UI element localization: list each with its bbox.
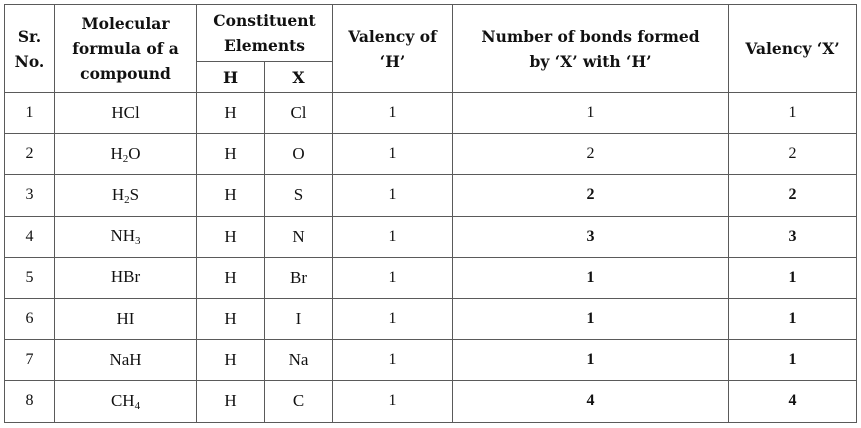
header-sub-h: H: [197, 62, 265, 93]
cell-valency-x: 1: [729, 298, 857, 339]
cell-molecular-formula: [55, 340, 197, 381]
cell-sr-no: 6: [5, 298, 55, 339]
header-valency-x: Valency ‘X’: [729, 5, 857, 93]
header-number-of-bonds: [453, 5, 729, 93]
header-valency-h-line1: Valency of: [348, 26, 437, 46]
cell-valency-h: 1: [333, 216, 453, 257]
header-sub-x: X: [265, 62, 333, 93]
formula-main: NaH: [109, 349, 142, 369]
cell-valency-h: 1: [333, 298, 453, 339]
cell-element-x: N: [265, 216, 333, 257]
cell-sr-no: 1: [5, 93, 55, 134]
cell-valency-x: 2: [729, 134, 857, 175]
header-constituent-line2: Elements: [224, 36, 305, 55]
cell-element-x: C: [265, 381, 333, 422]
formula-main: CH: [110, 390, 135, 410]
cell-element-h: H: [197, 298, 265, 339]
cell-valency-x: 4: [729, 381, 857, 422]
cell-element-h: H: [197, 134, 265, 175]
cell-molecular-formula: [55, 175, 197, 216]
cell-molecular-formula: [55, 216, 197, 257]
cell-valency-x: 1: [729, 93, 857, 134]
header-sr-line1: Sr.: [17, 26, 42, 46]
cell-valency-x: 1: [729, 340, 857, 381]
header-formula-line1: Molecular: [81, 14, 170, 33]
cell-valency-x: 2: [729, 175, 857, 216]
header-formula-line3: compound: [80, 64, 171, 83]
table-body: [5, 93, 857, 423]
cell-element-h: H: [197, 257, 265, 298]
cell-number-of-bonds: 3: [453, 216, 729, 257]
header-valency-h: [333, 5, 453, 93]
cell-valency-h: 1: [333, 381, 453, 422]
cell-sr-no: 8: [5, 381, 55, 422]
header-sr-no: [5, 5, 55, 93]
formula-subscript: 4: [134, 399, 141, 412]
cell-element-h: H: [197, 175, 265, 216]
cell-element-x: Br: [265, 257, 333, 298]
formula-subscript: 3: [135, 235, 141, 248]
table-row: [5, 340, 857, 381]
formula-main: NH: [110, 226, 136, 246]
header-row: [5, 5, 857, 62]
cell-molecular-formula: [55, 257, 197, 298]
cell-molecular-formula: [55, 298, 197, 339]
cell-element-x: Na: [265, 340, 333, 381]
cell-number-of-bonds: 1: [453, 340, 729, 381]
formula-main: H: [111, 184, 125, 204]
table-row: [5, 175, 857, 216]
cell-element-h: H: [197, 216, 265, 257]
cell-valency-h: 1: [333, 134, 453, 175]
cell-number-of-bonds: 2: [453, 134, 729, 175]
cell-molecular-formula: [55, 134, 197, 175]
cell-sr-no: 4: [5, 216, 55, 257]
header-constituent-elements: [197, 5, 333, 62]
cell-valency-h: 1: [333, 175, 453, 216]
cell-sr-no: 3: [5, 175, 55, 216]
cell-valency-h: 1: [333, 340, 453, 381]
cell-number-of-bonds: 4: [453, 381, 729, 422]
formula-subscript: 2: [122, 152, 129, 165]
cell-element-x: I: [265, 298, 333, 339]
header-formula-line2: formula of a: [72, 39, 179, 58]
header-constituent-line1: Constituent: [213, 11, 316, 30]
cell-number-of-bonds: 2: [453, 175, 729, 216]
header-sr-line2: No.: [14, 51, 45, 71]
formula-main: H: [110, 143, 123, 163]
cell-element-x: S: [265, 175, 333, 216]
valency-table-container: [4, 4, 856, 423]
formula-tail: S: [129, 184, 140, 204]
valency-table: [4, 4, 857, 423]
table-row: [5, 93, 857, 134]
formula-main: HCl: [111, 102, 140, 122]
cell-valency-x: 3: [729, 216, 857, 257]
table-row: [5, 298, 857, 339]
cell-molecular-formula: [55, 381, 197, 422]
formula-main: HBr: [110, 267, 141, 287]
header-valency-h-line2: ‘H’: [379, 51, 406, 71]
cell-valency-x: 1: [729, 257, 857, 298]
formula-subscript: 2: [124, 193, 130, 206]
cell-sr-no: 2: [5, 134, 55, 175]
header-bonds-line2: by ‘X’ with ‘H’: [529, 51, 652, 71]
table-row: [5, 134, 857, 175]
cell-number-of-bonds: 1: [453, 93, 729, 134]
cell-molecular-formula: [55, 93, 197, 134]
cell-sr-no: 5: [5, 257, 55, 298]
formula-main: HI: [116, 308, 135, 328]
table-row: [5, 216, 857, 257]
cell-sr-no: 7: [5, 340, 55, 381]
cell-element-h: H: [197, 93, 265, 134]
cell-element-x: O: [265, 134, 333, 175]
cell-number-of-bonds: 1: [453, 257, 729, 298]
cell-valency-h: 1: [333, 93, 453, 134]
formula-tail: O: [128, 143, 141, 163]
table-row: [5, 257, 857, 298]
cell-element-h: H: [197, 340, 265, 381]
header-molecular-formula: [55, 5, 197, 93]
cell-number-of-bonds: 1: [453, 298, 729, 339]
cell-valency-h: 1: [333, 257, 453, 298]
cell-element-x: Cl: [265, 93, 333, 134]
table-row: [5, 381, 857, 422]
header-bonds-line1: Number of bonds formed: [481, 26, 700, 46]
cell-element-h: H: [197, 381, 265, 422]
